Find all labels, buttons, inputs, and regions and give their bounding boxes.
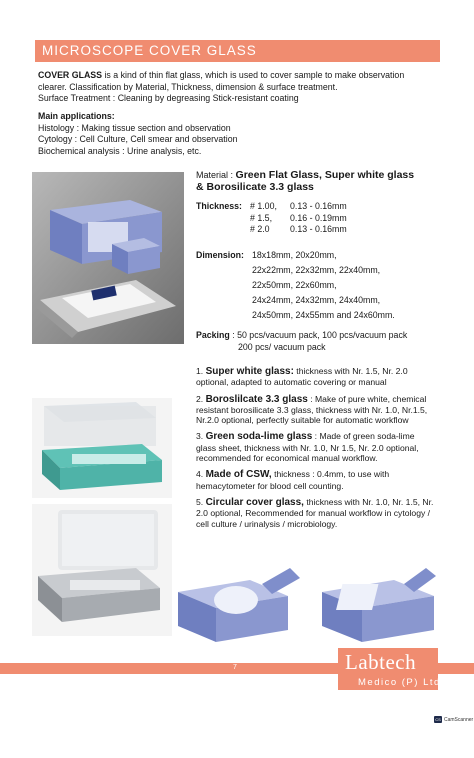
grey-box-photo [32, 504, 172, 636]
dimension-label: Dimension: [196, 250, 244, 260]
item-title: Circular cover glass, [205, 496, 304, 508]
applications-heading: Main applications: [38, 111, 115, 121]
dimension-row: 18x18mm, 20x20mm, [252, 250, 337, 260]
dimension-row: 22x22mm, 22x32mm, 22x40mm, [252, 265, 381, 275]
staining-boxes-photo [172, 562, 442, 644]
item-number: 3. [196, 431, 204, 442]
page-number: 7 [233, 664, 237, 671]
list-item [196, 469, 436, 491]
list-item [196, 394, 436, 426]
thickness-range: 0.16 - 0.19mm [290, 212, 347, 223]
camscanner-watermark [434, 716, 473, 723]
thickness-num: # 1.00, [250, 201, 277, 211]
slide-tray-photo [32, 398, 172, 498]
thickness-range: 0.13 - 0.16mm [290, 224, 347, 234]
thickness-num: # 2.0 [250, 224, 270, 234]
logo-main-text: Labtech [345, 650, 417, 674]
dimension-row: 22x50mm, 22x60mm, [252, 280, 337, 290]
item-text: thickness : 0.4mm, to use with hemacytometer for blood cell counting. [196, 469, 390, 491]
thickness-spec [196, 201, 347, 236]
application-item: Biochemical analysis : Urine analysis, etc. [38, 145, 202, 156]
item-text: : Make of pure white, chemical resistant borosilicate 3.3 glass, thickness with Nr. 1.0, Nr.1.5, Nr.2.0 optional, perfectly suitable for automatic workflow [196, 393, 428, 426]
list-item [196, 366, 436, 388]
item-title: Made of CSW, [205, 469, 272, 481]
cover-glass-boxes-photo [32, 172, 184, 344]
list-item [196, 431, 436, 463]
packing-spec [196, 330, 446, 353]
thickness-range: 0.13 - 0.16mm [290, 201, 347, 211]
intro-line2: clearer. Classification by Material, Thickness, dimension & surface treatment. [38, 81, 338, 92]
camscanner-label: CamScanner [444, 716, 474, 723]
item-number: 2. [196, 393, 204, 404]
item-number: 1. [196, 366, 204, 376]
applications-section [38, 111, 438, 157]
item-text: thickness with Nr. 1.0, Nr. 1.5, Nr. 2.0 optional, Recommended for manual workflow in cytology / cell culture / urinalysis / microbiology. [196, 496, 434, 529]
item-number: 4. [196, 469, 204, 480]
intro-paragraph [38, 70, 438, 105]
item-text: : Made of green soda-lime glass sheet, thickness with Nr. 1.0, Nr 1.5, Nr. 2.0 optional, recommended for economical manual workflow. [196, 431, 419, 464]
camscanner-icon: CS [435, 717, 441, 722]
packing-line1: : 50 pcs/vacuum pack, 100 pcs/vacuum pack [229, 330, 408, 340]
dimension-spec [196, 250, 446, 325]
application-item: Cytology : Cell Culture, Cell smear and observation [38, 134, 238, 144]
item-title: Green soda-lime glass [205, 431, 313, 443]
thickness-label: Thickness: [196, 201, 242, 211]
page-title: MICROSCOPE COVER GLASS [42, 43, 257, 58]
material-value-2: & Borosilicate 3.3 glass [196, 180, 314, 193]
logo-sub-text: Medico (P) Ltd. [358, 677, 445, 688]
material-label: Material : [196, 170, 234, 180]
material-value: Green Flat Glass, Super white glass [235, 169, 415, 181]
application-item: Histology : Making tissue section and observation [38, 122, 231, 133]
item-title: Super white glass: [205, 366, 294, 377]
intro-line1: is a kind of thin flat glass, which is used to cover sample to make observation [102, 70, 405, 80]
intro-term: COVER GLASS [38, 70, 103, 80]
item-title: Boroslilcate 3.3 glass [205, 393, 308, 405]
glass-types-list [196, 366, 436, 535]
thickness-num: # 1.5, [250, 212, 273, 223]
intro-line3: Surface Treatment : Cleaning by degreasing Stick-resistant coating [38, 93, 299, 103]
packing-label: Packing [196, 330, 230, 340]
packing-line2: 200 pcs/ vacuum pack [238, 341, 326, 352]
material-spec [196, 170, 446, 193]
item-text: thickness with Nr. 1.5, Nr. 2.0 optional, adapted to automatic covering or manual [196, 366, 408, 388]
dimension-row: 24x50mm, 24x55mm and 24x60mm. [252, 310, 395, 320]
dimension-row: 24x24mm, 24x32mm, 24x40mm, [252, 295, 381, 305]
item-number: 5. [196, 496, 204, 507]
list-item [196, 497, 436, 529]
